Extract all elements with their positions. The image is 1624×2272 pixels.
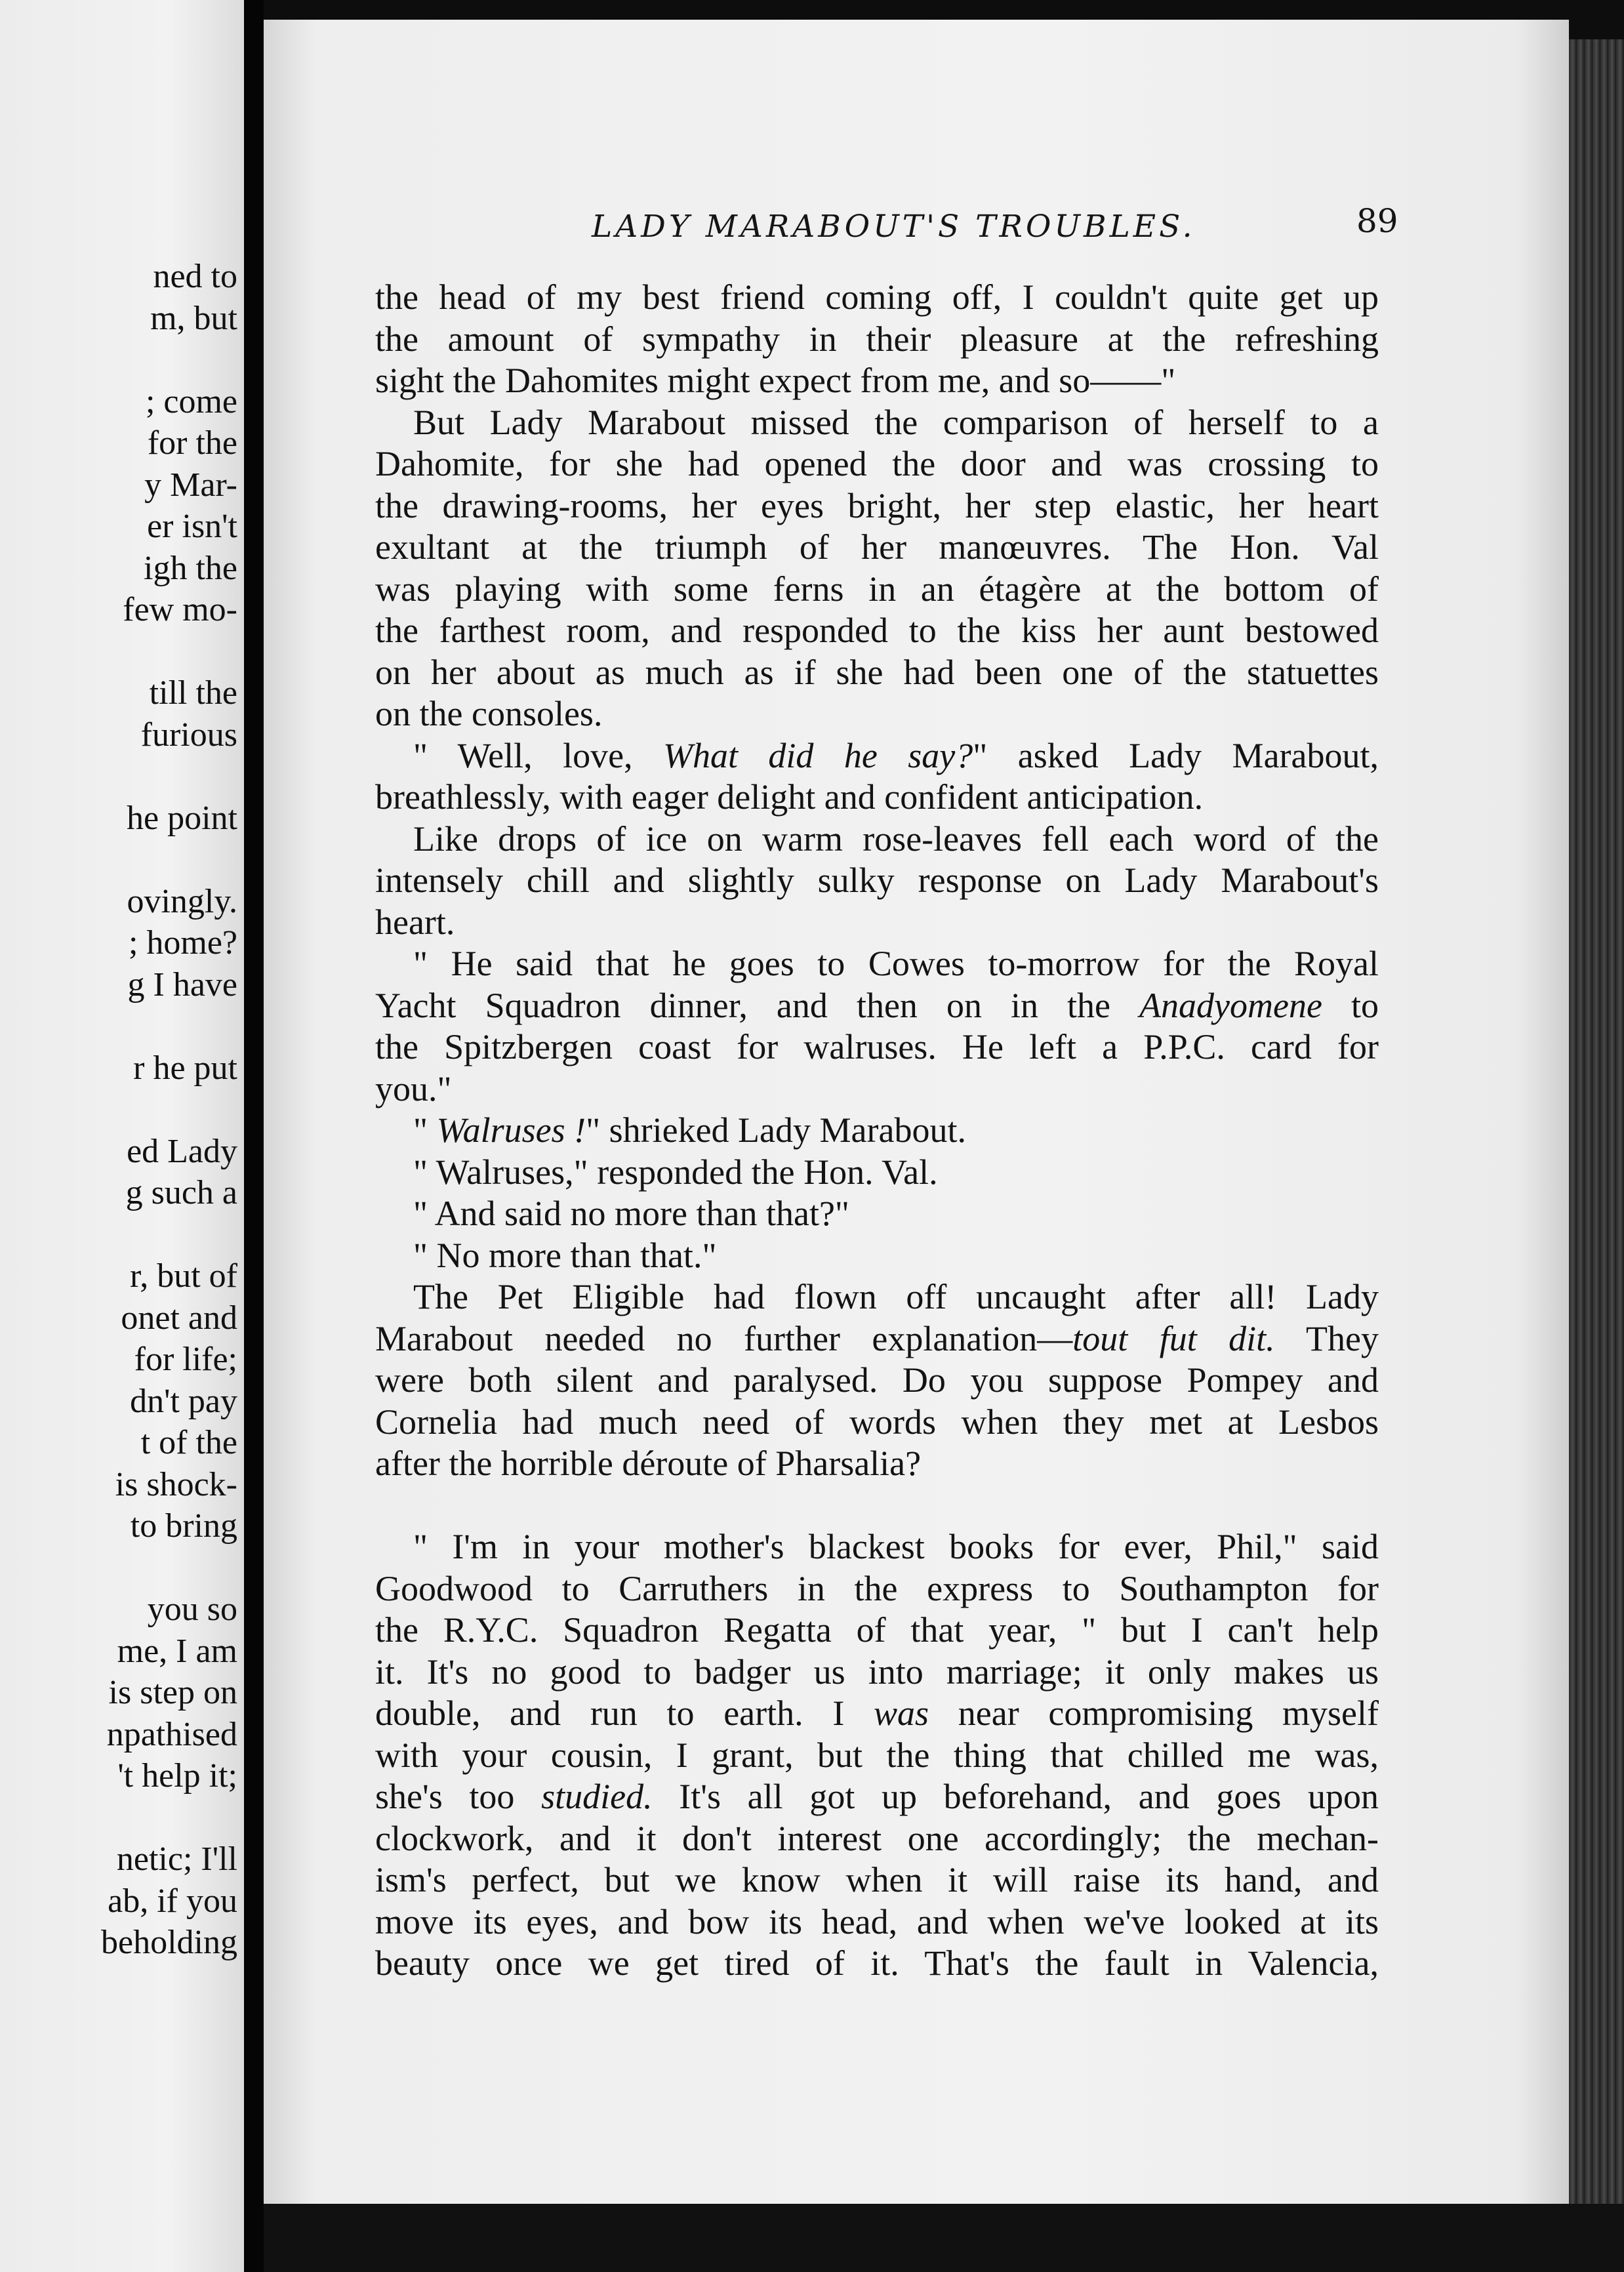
text-line: Like drops of ice on warm rose-leaves fell each word of the: [413, 819, 1379, 859]
page-stack-edge: [1569, 39, 1624, 2204]
left-page-line: furious: [140, 716, 237, 754]
italic-run: was: [874, 1694, 929, 1733]
text-line: [375, 1776, 1379, 1818]
left-page-line: for life;: [134, 1341, 237, 1378]
page-number: 89: [1356, 202, 1398, 240]
text-line: exultant at the triumph of her manœuvres. The Hon. Val: [375, 527, 1379, 567]
left-page-line: is step on: [108, 1674, 237, 1711]
text-line: move its eyes, and bow its head, and when we've looked at its: [375, 1901, 1379, 1941]
text-run: " shrieked Lady Marabout.: [586, 1110, 966, 1150]
left-page-line: netic; I'll: [116, 1840, 237, 1878]
text-run: she's too: [375, 1777, 515, 1816]
text-run: to: [1351, 985, 1379, 1025]
text-line: [375, 1110, 1379, 1152]
text-run: near compromising myself: [929, 1694, 1379, 1733]
left-page-line: ab, if you: [108, 1882, 237, 1920]
text-run: double, and run to earth. I: [375, 1694, 845, 1733]
text-run: " Well, love,: [413, 735, 633, 775]
left-page-line: igh the: [144, 549, 237, 587]
text-run: They: [1274, 1318, 1379, 1358]
text-run: " asked Lady Marabout,: [973, 735, 1379, 775]
text-line: " No more than that.": [413, 1235, 717, 1275]
text-line: clockwork, and it don't interest one accordingly; the mechan-: [375, 1818, 1379, 1858]
left-page-line: ; home?: [128, 924, 237, 962]
left-page-line: g such a: [125, 1174, 237, 1211]
text-line: the R.Y.C. Squadron Regatta of that year, " but I can't help: [375, 1610, 1379, 1650]
text-line: Cornelia had much need of words when they met at Lesbos: [375, 1402, 1379, 1442]
text-line: the drawing-rooms, her eyes bright, her step elastic, her heart: [375, 485, 1379, 525]
left-page-line: me, I am: [117, 1632, 237, 1670]
left-page-line: you so: [147, 1591, 237, 1628]
text-line: on her about as much as if she had been one of the statuettes: [375, 652, 1379, 692]
text-line: you.": [375, 1068, 452, 1108]
text-line: heart.: [375, 902, 455, 942]
text-line: [375, 1693, 1379, 1735]
section-break: [375, 1485, 1379, 1527]
text-line: breathlessly, with eager delight and confident anticipation.: [375, 777, 1204, 817]
italic-run: Walruses !: [436, 1110, 586, 1150]
text-line: Goodwood to Carruthers in the express to Southampton for: [375, 1568, 1379, 1608]
left-page-line: 't help it;: [117, 1757, 237, 1795]
left-page-line: er isn't: [147, 508, 237, 545]
left-page-line: onet and: [121, 1299, 237, 1337]
text-line: ism's perfect, but we know when it will raise its hand, and: [375, 1860, 1379, 1899]
text-line: after the horrible déroute of Pharsalia?: [375, 1444, 922, 1483]
text-line: with your cousin, I grant, but the thing that chilled me was,: [375, 1735, 1379, 1775]
text-line: the amount of sympathy in their pleasure at the refreshing: [375, 319, 1379, 359]
text-line: [375, 735, 1379, 777]
left-page-line: dn't pay: [130, 1382, 237, 1420]
italic-run: What did he say?: [663, 735, 973, 775]
text-line: [375, 1318, 1379, 1360]
italic-run: studied.: [541, 1777, 653, 1816]
text-line: " He said that he goes to Cowes to-morrow for the Royal: [413, 944, 1379, 983]
left-page-line: ovingly.: [127, 882, 237, 920]
left-page-line: is shock-: [115, 1465, 237, 1503]
left-page-line: ned to: [153, 258, 237, 295]
left-page-line: for the: [147, 424, 237, 462]
left-page-line: r he put: [133, 1049, 237, 1087]
left-page-line: g I have: [127, 965, 237, 1004]
text-line: [375, 985, 1379, 1027]
left-page-line: to bring: [130, 1507, 237, 1545]
left-page-line: r, but of: [130, 1257, 237, 1295]
italic-run: Anadyomene: [1139, 985, 1322, 1025]
book-page: [264, 20, 1569, 2204]
left-page-line: till the: [149, 674, 237, 712]
text-line: beauty once we get tired of it. That's the fault in Valencia,: [375, 1943, 1379, 1983]
left-page-line: m, but: [150, 299, 237, 337]
text-line: Dahomite, for she had opened the door and was crossing to: [375, 444, 1379, 483]
text-line: " And said no more than that?": [413, 1194, 849, 1233]
text-line: The Pet Eligible had flown off uncaught after all! Lady: [413, 1277, 1379, 1316]
text-line: it. It's no good to badger us into marriage; it only makes us: [375, 1652, 1379, 1692]
italic-run: tout fut dit.: [1072, 1318, 1275, 1358]
left-page-line: he point: [127, 799, 237, 837]
book-gutter: [244, 0, 264, 2272]
text-run: ": [413, 1110, 437, 1150]
left-page-line: beholding: [101, 1924, 237, 1961]
text-line: intensely chill and slightly sulky response on Lady Marabout's: [375, 861, 1379, 900]
left-page-line: t of the: [140, 1424, 237, 1461]
page-header: [264, 195, 1569, 254]
left-page-line: ; come: [145, 382, 237, 420]
left-page-line: y Mar-: [144, 466, 237, 504]
text-run: It's all got up beforehand, and goes upon: [652, 1777, 1379, 1816]
body-text: [375, 277, 1379, 1985]
left-page-line: npathised: [106, 1715, 237, 1753]
left-facing-page: [0, 0, 244, 2272]
left-page-line: ed Lady: [127, 1132, 237, 1170]
text-line: the head of my best friend coming off, I couldn't quite get up: [375, 277, 1379, 317]
text-line: " I'm in your mother's blackest books for ever, Phil," said: [413, 1527, 1379, 1566]
left-page-line: few mo-: [123, 591, 237, 628]
text-line: was playing with some ferns in an étagère at the bottom of: [375, 569, 1379, 609]
text-line: the Spitzbergen coast for walruses. He left a P.P.C. card for: [375, 1027, 1379, 1066]
text-line: were both silent and paralysed. Do you suppose Pompey and: [375, 1360, 1379, 1400]
text-line: sight the Dahomites might expect from me, and so——": [375, 361, 1176, 400]
text-line: on the consoles.: [375, 694, 603, 733]
text-run: Yacht Squadron dinner, and then on in the: [375, 985, 1111, 1025]
text-line: the farthest room, and responded to the kiss her aunt bestowed: [375, 611, 1379, 650]
running-title: LADY MARABOUT'S TROUBLES.: [592, 209, 1196, 245]
bottom-shadow: [264, 2204, 1624, 2272]
text-run: Marabout needed no further explanation—: [375, 1318, 1073, 1358]
text-line: But Lady Marabout missed the comparison of herself to a: [413, 402, 1379, 442]
text-line: " Walruses," responded the Hon. Val.: [413, 1152, 938, 1192]
